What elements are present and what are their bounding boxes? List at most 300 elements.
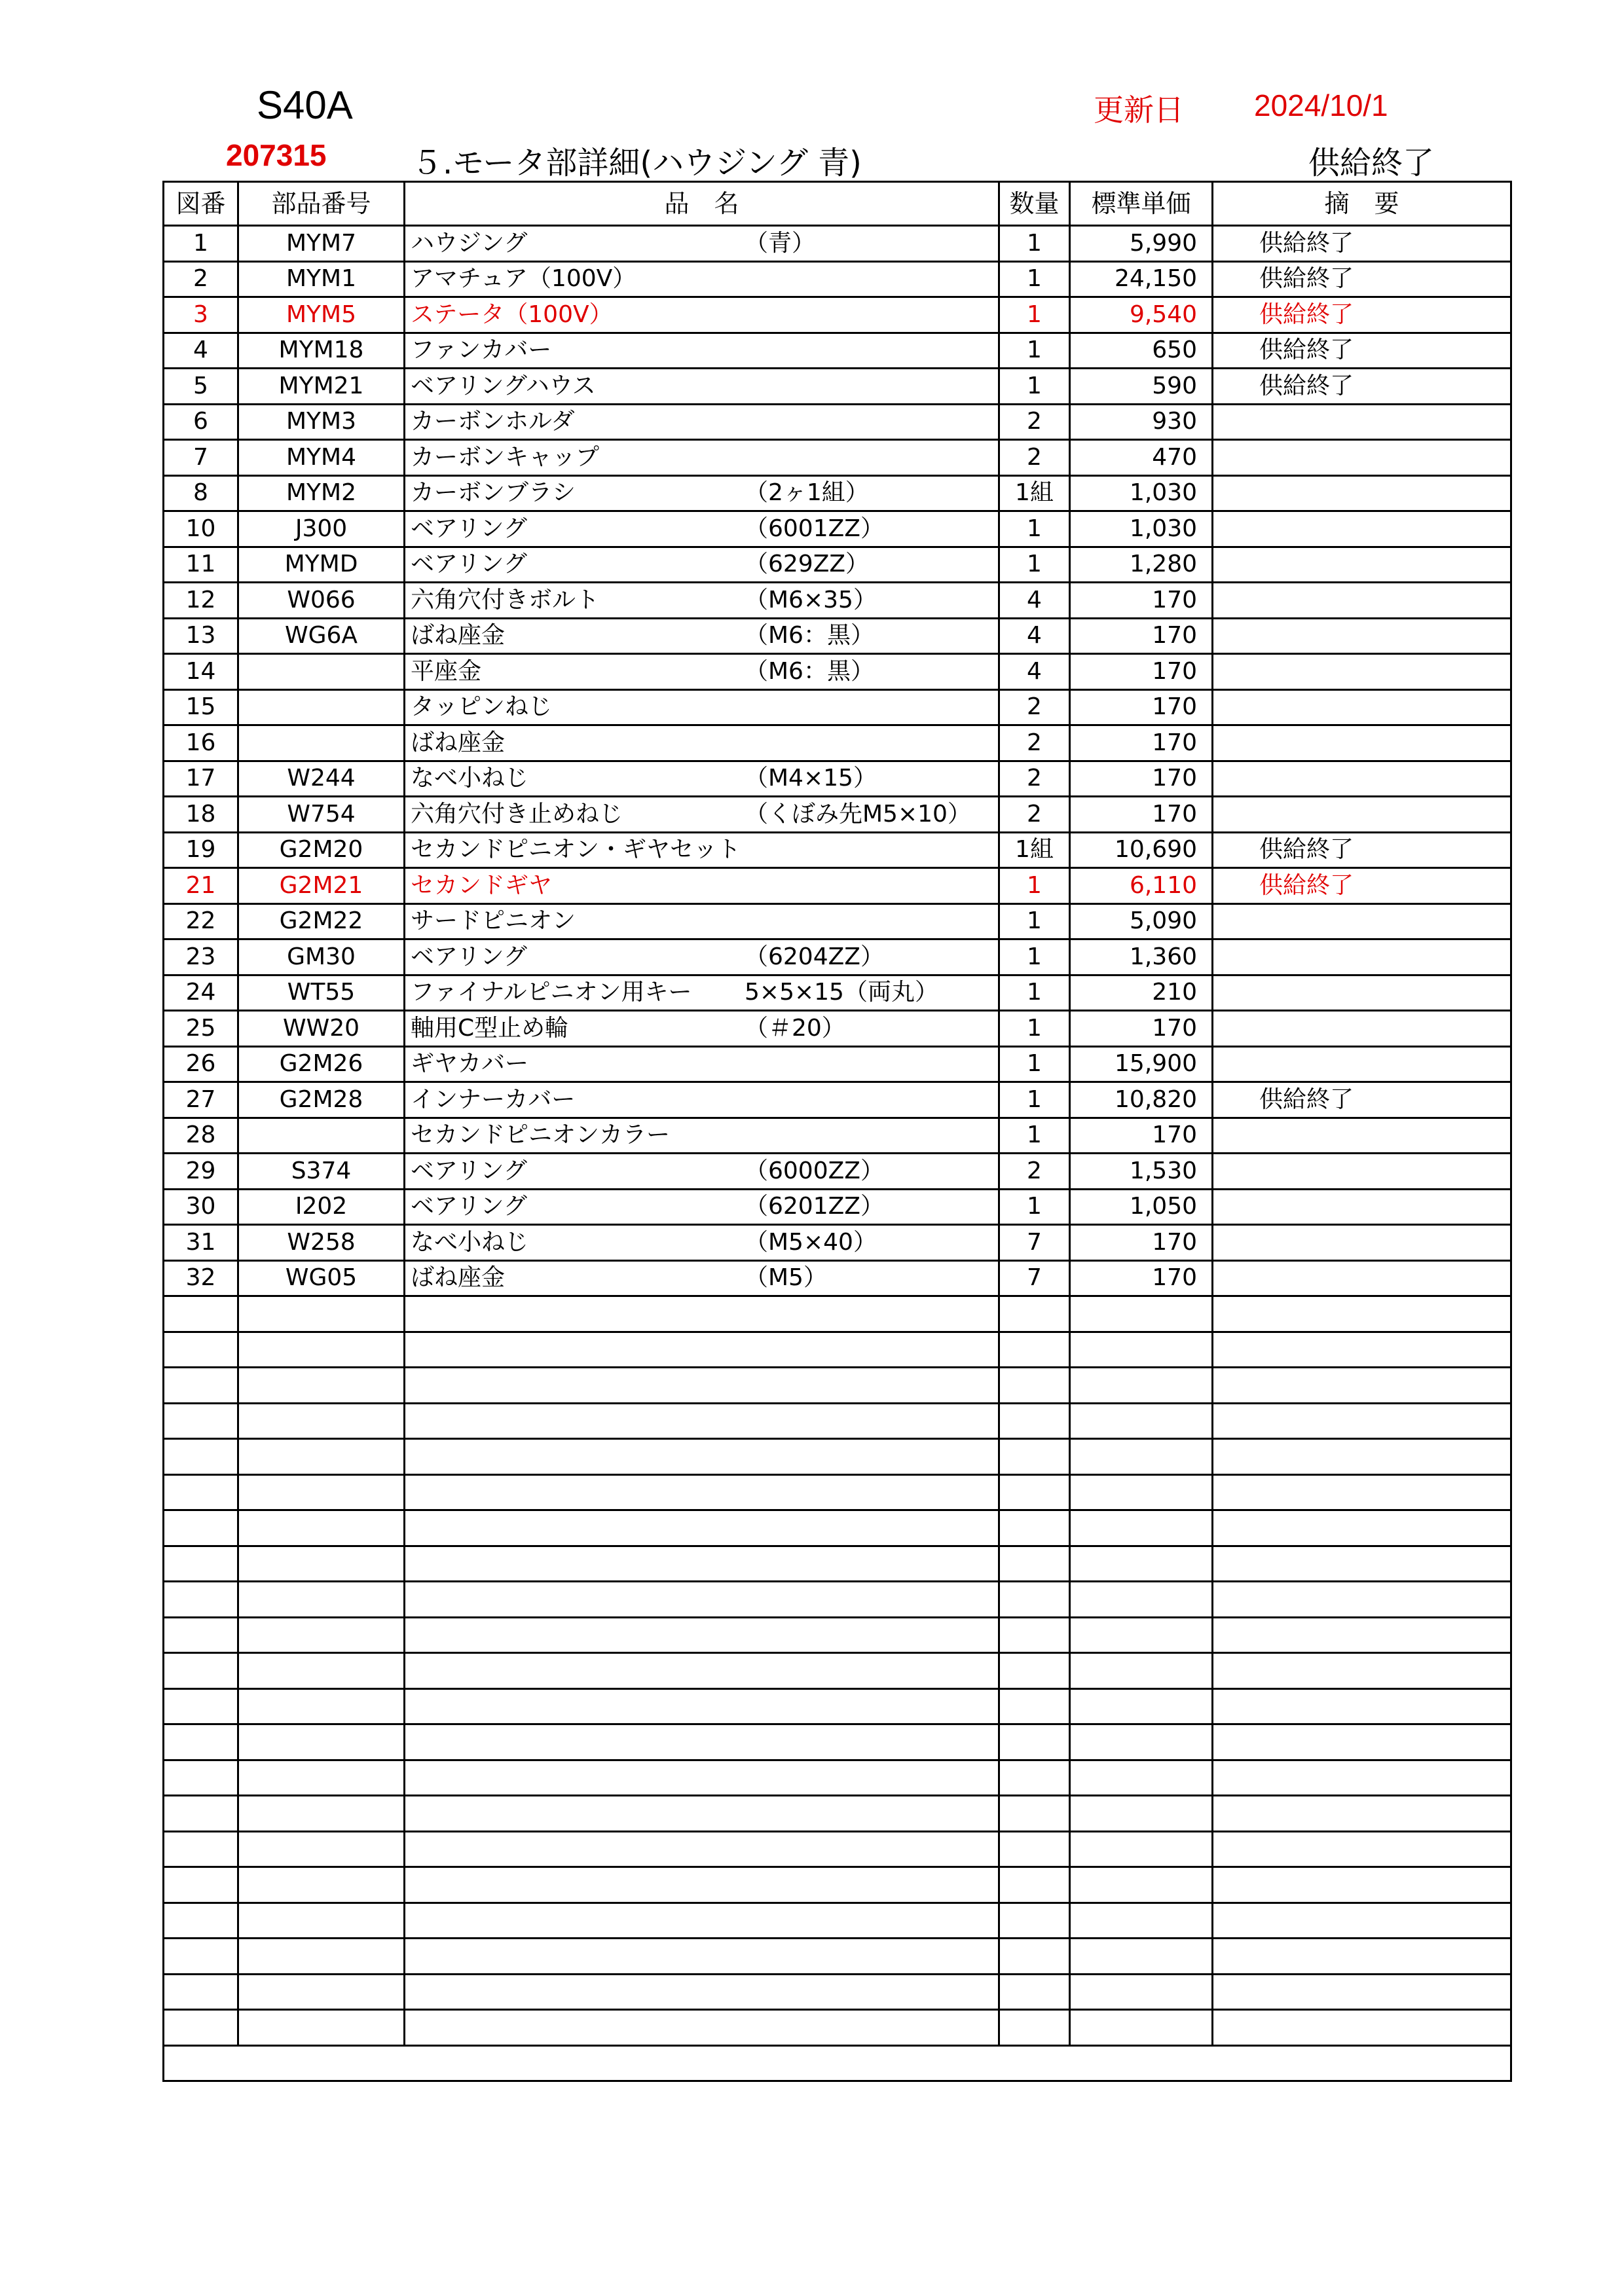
part-name: アマチュア（100V） xyxy=(411,265,637,293)
empty-cell xyxy=(1213,1760,1511,1796)
part-name-cell xyxy=(405,511,999,547)
figure-number-cell: 4 xyxy=(164,333,238,369)
empty-cell xyxy=(238,1831,405,1867)
remarks-cell xyxy=(1213,1189,1511,1225)
empty-cell xyxy=(999,1939,1070,1975)
part-name-cell xyxy=(405,1225,999,1261)
quantity-cell: 1 xyxy=(999,1046,1070,1082)
table-row xyxy=(164,1260,1511,1296)
parts-table xyxy=(162,181,1512,2082)
table-row xyxy=(164,475,1511,511)
empty-cell xyxy=(164,2045,1511,2081)
quantity-cell: 1 xyxy=(999,297,1070,333)
empty-cell xyxy=(164,1688,238,1724)
document-number: 207315 xyxy=(226,138,327,172)
part-name-cell xyxy=(405,1154,999,1190)
empty-row xyxy=(164,2045,1511,2081)
empty-row xyxy=(164,1760,1511,1796)
unit-price-cell: 6,110 xyxy=(1070,868,1213,904)
part-name-cell xyxy=(405,369,999,405)
empty-cell xyxy=(164,1724,238,1760)
part-name-cell xyxy=(405,333,999,369)
unit-price-cell: 210 xyxy=(1070,975,1213,1011)
part-spec: （＃20） xyxy=(745,1014,845,1042)
empty-cell xyxy=(238,1688,405,1724)
part-spec: （M5×40） xyxy=(745,1228,877,1256)
empty-cell xyxy=(1213,1939,1511,1975)
part-name: カーボンキャップ xyxy=(411,443,600,471)
empty-row xyxy=(164,2010,1511,2046)
part-name-cell xyxy=(405,975,999,1011)
figure-number-cell: 23 xyxy=(164,939,238,975)
empty-cell xyxy=(164,1867,238,1903)
part-number-cell: MYM1 xyxy=(238,261,405,297)
part-number-cell: MYMD xyxy=(238,547,405,583)
quantity-cell: 2 xyxy=(999,797,1070,833)
empty-row xyxy=(164,1403,1511,1439)
empty-row xyxy=(164,1903,1511,1939)
table-row xyxy=(164,689,1511,725)
part-spec: （6204ZZ） xyxy=(745,943,884,970)
empty-cell xyxy=(238,1653,405,1689)
figure-number-cell: 19 xyxy=(164,832,238,868)
quantity-cell: 7 xyxy=(999,1225,1070,1261)
empty-cell xyxy=(238,1546,405,1582)
figure-number-cell: 17 xyxy=(164,761,238,797)
empty-cell xyxy=(164,1510,238,1546)
part-spec: （M6×35） xyxy=(745,586,877,613)
empty-cell xyxy=(999,1867,1070,1903)
table-row xyxy=(164,725,1511,761)
empty-cell xyxy=(1070,1688,1213,1724)
part-name: ファンカバー xyxy=(411,337,552,364)
part-spec: （6000ZZ） xyxy=(745,1157,884,1184)
empty-cell xyxy=(1070,1653,1213,1689)
remarks-cell xyxy=(1213,1011,1511,1047)
empty-cell xyxy=(999,1760,1070,1796)
empty-row xyxy=(164,1796,1511,1832)
part-name: ばね座金 xyxy=(411,729,506,756)
part-number-cell xyxy=(238,689,405,725)
empty-cell xyxy=(405,1903,999,1939)
empty-cell xyxy=(405,1653,999,1689)
column-header-remarks: 摘 要 xyxy=(1213,182,1511,226)
empty-cell xyxy=(238,1439,405,1475)
part-spec: 5×5×15（両丸） xyxy=(745,979,938,1006)
empty-row xyxy=(164,1688,1511,1724)
supply-status: 供給終了 xyxy=(1308,145,1435,181)
column-header-figure-no: 図番 xyxy=(164,182,238,226)
empty-cell xyxy=(405,1974,999,2010)
empty-cell xyxy=(999,1296,1070,1332)
table-row xyxy=(164,261,1511,297)
empty-cell xyxy=(405,1546,999,1582)
empty-cell xyxy=(999,1403,1070,1439)
remarks-cell xyxy=(1213,1046,1511,1082)
empty-cell xyxy=(999,1474,1070,1510)
remarks-cell xyxy=(1213,689,1511,725)
empty-cell xyxy=(1070,1582,1213,1618)
unit-price-cell: 930 xyxy=(1070,404,1213,440)
empty-cell xyxy=(238,2010,405,2046)
empty-cell xyxy=(1070,1510,1213,1546)
empty-row xyxy=(164,1474,1511,1510)
unit-price-cell: 1,280 xyxy=(1070,547,1213,583)
part-spec: （M6：黒） xyxy=(745,657,874,685)
empty-cell xyxy=(405,1332,999,1368)
quantity-cell: 2 xyxy=(999,725,1070,761)
remarks-cell: 供給終了 xyxy=(1213,832,1511,868)
empty-cell xyxy=(1213,1368,1511,1404)
part-number-cell: MYM5 xyxy=(238,297,405,333)
part-name: ハウジング xyxy=(411,229,528,257)
part-name-cell xyxy=(405,297,999,333)
empty-cell xyxy=(405,1582,999,1618)
table-row xyxy=(164,903,1511,939)
table-row xyxy=(164,761,1511,797)
empty-cell xyxy=(238,1368,405,1404)
quantity-cell: 1 xyxy=(999,226,1070,262)
empty-cell xyxy=(164,1582,238,1618)
column-header-quantity: 数量 xyxy=(999,182,1070,226)
empty-row xyxy=(164,1974,1511,2010)
unit-price-cell: 170 xyxy=(1070,689,1213,725)
part-name-cell xyxy=(405,547,999,583)
part-name: ベアリング xyxy=(411,551,527,578)
empty-cell xyxy=(405,1474,999,1510)
empty-cell xyxy=(1070,1760,1213,1796)
part-name-cell xyxy=(405,832,999,868)
remarks-cell: 供給終了 xyxy=(1213,333,1511,369)
part-name-cell xyxy=(405,1260,999,1296)
empty-cell xyxy=(999,1332,1070,1368)
part-name-cell xyxy=(405,1011,999,1047)
empty-cell xyxy=(405,1796,999,1832)
empty-cell xyxy=(238,1867,405,1903)
empty-cell xyxy=(405,1617,999,1653)
empty-cell xyxy=(999,1510,1070,1546)
empty-cell xyxy=(1070,1296,1213,1332)
table-row xyxy=(164,511,1511,547)
empty-cell xyxy=(238,1403,405,1439)
empty-cell xyxy=(405,1724,999,1760)
quantity-cell: 1組 xyxy=(999,832,1070,868)
part-name-cell xyxy=(405,404,999,440)
empty-cell xyxy=(1213,1974,1511,2010)
part-number-cell: MYM3 xyxy=(238,404,405,440)
empty-row xyxy=(164,1439,1511,1475)
remarks-cell xyxy=(1213,1118,1511,1154)
quantity-cell: 1 xyxy=(999,261,1070,297)
quantity-cell: 1 xyxy=(999,511,1070,547)
empty-cell xyxy=(1213,1296,1511,1332)
empty-cell xyxy=(405,1368,999,1404)
quantity-cell: 1 xyxy=(999,1082,1070,1118)
empty-cell xyxy=(405,1510,999,1546)
empty-cell xyxy=(164,1546,238,1582)
empty-cell xyxy=(238,1724,405,1760)
empty-cell xyxy=(1070,1724,1213,1760)
part-number-cell xyxy=(238,654,405,690)
unit-price-cell: 170 xyxy=(1070,618,1213,654)
empty-cell xyxy=(999,1903,1070,1939)
remarks-cell xyxy=(1213,618,1511,654)
empty-cell xyxy=(164,1332,238,1368)
empty-cell xyxy=(1213,1796,1511,1832)
empty-cell xyxy=(405,1439,999,1475)
part-name-cell xyxy=(405,618,999,654)
empty-cell xyxy=(164,1974,238,2010)
remarks-cell: 供給終了 xyxy=(1213,1082,1511,1118)
unit-price-cell: 170 xyxy=(1070,1011,1213,1047)
remarks-cell xyxy=(1213,583,1511,619)
empty-row xyxy=(164,1296,1511,1332)
part-number-cell: GM30 xyxy=(238,939,405,975)
unit-price-cell: 590 xyxy=(1070,369,1213,405)
empty-cell xyxy=(164,1903,238,1939)
quantity-cell: 1 xyxy=(999,1189,1070,1225)
empty-cell xyxy=(1213,1439,1511,1475)
empty-row xyxy=(164,1546,1511,1582)
empty-row xyxy=(164,1724,1511,1760)
part-number-cell: I202 xyxy=(238,1189,405,1225)
unit-price-cell: 650 xyxy=(1070,333,1213,369)
part-number-cell: G2M20 xyxy=(238,832,405,868)
unit-price-cell: 24,150 xyxy=(1070,261,1213,297)
empty-cell xyxy=(1213,1403,1511,1439)
empty-cell xyxy=(1213,2010,1511,2046)
unit-price-cell: 170 xyxy=(1070,1225,1213,1261)
empty-row xyxy=(164,1332,1511,1368)
unit-price-cell: 1,530 xyxy=(1070,1154,1213,1190)
part-number-cell: WW20 xyxy=(238,1011,405,1047)
unit-price-cell: 470 xyxy=(1070,440,1213,476)
empty-cell xyxy=(238,1617,405,1653)
remarks-cell xyxy=(1213,511,1511,547)
empty-cell xyxy=(164,2010,238,2046)
empty-cell xyxy=(1070,1403,1213,1439)
empty-cell xyxy=(999,1724,1070,1760)
figure-number-cell: 24 xyxy=(164,975,238,1011)
quantity-cell: 1 xyxy=(999,975,1070,1011)
part-name: カーボンホルダ xyxy=(411,408,575,435)
part-name: ばね座金 xyxy=(411,622,506,649)
quantity-cell: 2 xyxy=(999,440,1070,476)
part-name-cell xyxy=(405,903,999,939)
unit-price-cell: 170 xyxy=(1070,797,1213,833)
quantity-cell: 1 xyxy=(999,333,1070,369)
empty-cell xyxy=(1213,1688,1511,1724)
empty-cell xyxy=(405,1296,999,1332)
figure-number-cell: 6 xyxy=(164,404,238,440)
part-number-cell: G2M21 xyxy=(238,868,405,904)
table-row xyxy=(164,975,1511,1011)
part-spec: （629ZZ） xyxy=(745,551,870,578)
table-row xyxy=(164,797,1511,833)
remarks-cell xyxy=(1213,797,1511,833)
empty-cell xyxy=(1070,2010,1213,2046)
empty-cell xyxy=(999,1653,1070,1689)
table-row xyxy=(164,547,1511,583)
part-name-cell xyxy=(405,868,999,904)
part-name-cell xyxy=(405,475,999,511)
empty-cell xyxy=(238,1903,405,1939)
table-row xyxy=(164,226,1511,262)
part-number-cell xyxy=(238,725,405,761)
figure-number-cell: 12 xyxy=(164,583,238,619)
part-number-cell: J300 xyxy=(238,511,405,547)
part-name-cell xyxy=(405,583,999,619)
part-name-cell xyxy=(405,654,999,690)
part-number-cell: WG6A xyxy=(238,618,405,654)
table-row xyxy=(164,832,1511,868)
empty-cell xyxy=(999,2010,1070,2046)
empty-cell xyxy=(999,1439,1070,1475)
part-spec: （6201ZZ） xyxy=(745,1193,884,1220)
quantity-cell: 1 xyxy=(999,939,1070,975)
part-number-cell: W754 xyxy=(238,797,405,833)
table-header-row xyxy=(164,182,1511,226)
remarks-cell: 供給終了 xyxy=(1213,868,1511,904)
empty-cell xyxy=(238,1796,405,1832)
empty-cell xyxy=(1213,1546,1511,1582)
empty-cell xyxy=(164,1474,238,1510)
unit-price-cell: 5,990 xyxy=(1070,226,1213,262)
table-row xyxy=(164,333,1511,369)
empty-cell xyxy=(405,1403,999,1439)
remarks-cell xyxy=(1213,654,1511,690)
empty-cell xyxy=(405,2010,999,2046)
part-name: タッピンねじ xyxy=(411,693,553,721)
empty-row xyxy=(164,1939,1511,1975)
part-number-cell: G2M26 xyxy=(238,1046,405,1082)
empty-cell xyxy=(164,1439,238,1475)
unit-price-cell: 170 xyxy=(1070,583,1213,619)
empty-cell xyxy=(1213,1582,1511,1618)
figure-number-cell: 5 xyxy=(164,369,238,405)
part-spec: （2ヶ1組） xyxy=(745,479,869,507)
unit-price-cell: 5,090 xyxy=(1070,903,1213,939)
table-row xyxy=(164,1154,1511,1190)
part-name: 六角穴付きボルト xyxy=(411,586,600,613)
figure-number-cell: 8 xyxy=(164,475,238,511)
part-name-cell xyxy=(405,1118,999,1154)
empty-cell xyxy=(1070,1474,1213,1510)
column-header-part-no: 部品番号 xyxy=(238,182,405,226)
part-name: セカンドピニオンカラー xyxy=(411,1121,671,1149)
part-number-cell: MYM4 xyxy=(238,440,405,476)
part-name: ベアリング xyxy=(411,1157,527,1184)
table-row xyxy=(164,297,1511,333)
remarks-cell xyxy=(1213,547,1511,583)
empty-cell xyxy=(1070,1439,1213,1475)
part-name: 軸用C型止め輪 xyxy=(411,1014,569,1042)
empty-cell xyxy=(405,1867,999,1903)
figure-number-cell: 25 xyxy=(164,1011,238,1047)
part-number-cell: W066 xyxy=(238,583,405,619)
quantity-cell: 1 xyxy=(999,1118,1070,1154)
figure-number-cell: 13 xyxy=(164,618,238,654)
unit-price-cell: 170 xyxy=(1070,1260,1213,1296)
unit-price-cell: 10,820 xyxy=(1070,1082,1213,1118)
part-number-cell: G2M28 xyxy=(238,1082,405,1118)
part-number-cell: S374 xyxy=(238,1154,405,1190)
empty-cell xyxy=(238,1296,405,1332)
figure-number-cell: 31 xyxy=(164,1225,238,1261)
remarks-cell xyxy=(1213,975,1511,1011)
empty-cell xyxy=(164,1296,238,1332)
part-number-cell xyxy=(238,1118,405,1154)
part-name-cell xyxy=(405,261,999,297)
empty-row xyxy=(164,1510,1511,1546)
empty-cell xyxy=(164,1617,238,1653)
figure-number-cell: 29 xyxy=(164,1154,238,1190)
remarks-cell xyxy=(1213,440,1511,476)
figure-number-cell: 18 xyxy=(164,797,238,833)
empty-cell xyxy=(999,1368,1070,1404)
table-row xyxy=(164,583,1511,619)
remarks-cell xyxy=(1213,1225,1511,1261)
update-date-label: 更新日 xyxy=(1094,92,1184,128)
remarks-cell: 供給終了 xyxy=(1213,226,1511,262)
part-name: インナーカバー xyxy=(411,1085,576,1113)
empty-cell xyxy=(1213,1903,1511,1939)
unit-price-cell: 1,050 xyxy=(1070,1189,1213,1225)
unit-price-cell: 1,360 xyxy=(1070,939,1213,975)
empty-cell xyxy=(1070,1939,1213,1975)
empty-cell xyxy=(1070,1368,1213,1404)
quantity-cell: 4 xyxy=(999,654,1070,690)
empty-cell xyxy=(238,1582,405,1618)
figure-number-cell: 14 xyxy=(164,654,238,690)
part-name-cell xyxy=(405,725,999,761)
part-name-cell xyxy=(405,797,999,833)
part-name: なべ小ねじ xyxy=(411,765,529,792)
remarks-cell xyxy=(1213,761,1511,797)
quantity-cell: 2 xyxy=(999,404,1070,440)
empty-cell xyxy=(1213,1474,1511,1510)
column-header-part-name: 品 名 xyxy=(405,182,999,226)
empty-cell xyxy=(1070,1546,1213,1582)
unit-price-cell: 10,690 xyxy=(1070,832,1213,868)
table-row xyxy=(164,369,1511,405)
unit-price-cell: 170 xyxy=(1070,725,1213,761)
remarks-cell: 供給終了 xyxy=(1213,297,1511,333)
empty-cell xyxy=(164,1403,238,1439)
unit-price-cell: 170 xyxy=(1070,1118,1213,1154)
figure-number-cell: 15 xyxy=(164,689,238,725)
part-name: セカンドギヤ xyxy=(411,871,553,899)
empty-cell xyxy=(238,1939,405,1975)
part-number-cell: MYM2 xyxy=(238,475,405,511)
quantity-cell: 2 xyxy=(999,761,1070,797)
part-name-cell xyxy=(405,1189,999,1225)
quantity-cell: 1組 xyxy=(999,475,1070,511)
unit-price-cell: 170 xyxy=(1070,761,1213,797)
part-name: ばね座金 xyxy=(411,1264,506,1292)
empty-cell xyxy=(999,1688,1070,1724)
figure-number-cell: 16 xyxy=(164,725,238,761)
empty-cell xyxy=(1070,1796,1213,1832)
empty-row xyxy=(164,1582,1511,1618)
part-name-cell xyxy=(405,689,999,725)
remarks-cell xyxy=(1213,1154,1511,1190)
figure-number-cell: 26 xyxy=(164,1046,238,1082)
part-name: カーボンブラシ xyxy=(411,479,576,507)
empty-row xyxy=(164,1831,1511,1867)
table-row xyxy=(164,1118,1511,1154)
figure-number-cell: 2 xyxy=(164,261,238,297)
